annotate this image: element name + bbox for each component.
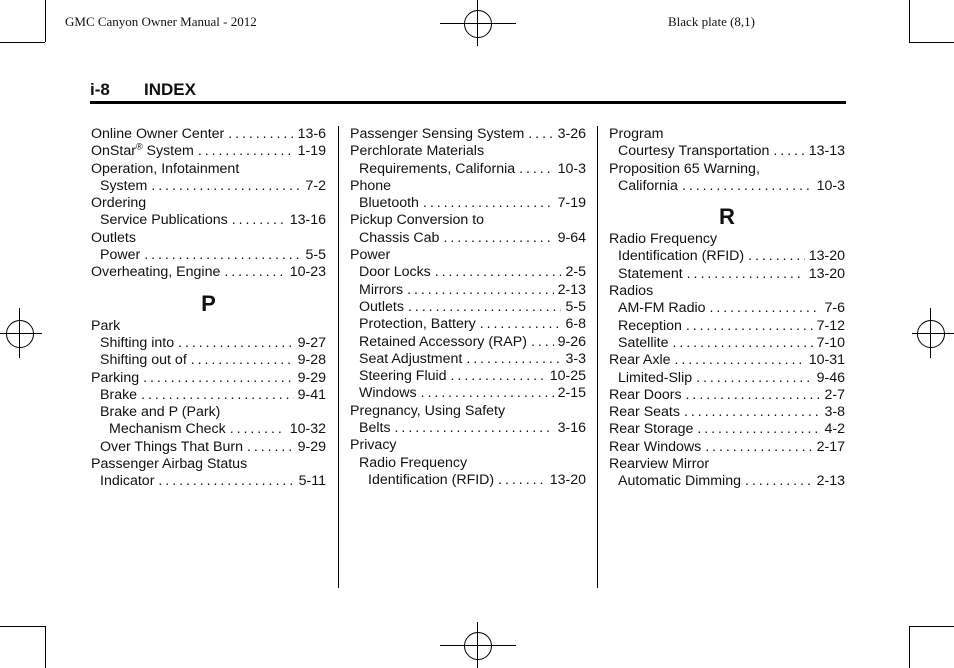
dot-leader [141, 387, 294, 404]
index-heading: Brake and P (Park) [100, 404, 221, 421]
page-reference: 5-5 [565, 298, 586, 315]
page-reference: 5-5 [305, 247, 326, 264]
page-reference: 9-26 [557, 333, 586, 350]
entry-term: Rear Storage [609, 421, 694, 438]
dot-leader [451, 368, 546, 385]
entry-term: Passenger Sensing System [350, 126, 525, 142]
page-reference: 1-19 [297, 143, 326, 160]
dot-leader [697, 421, 820, 438]
page-reference: 13-20 [808, 265, 845, 282]
heading-rule [90, 101, 846, 104]
dot-leader [696, 370, 812, 387]
dot-leader [423, 195, 554, 212]
dot-leader [672, 335, 812, 352]
index-entry [609, 248, 845, 265]
dot-leader [198, 143, 294, 160]
entry-term: Online Owner Center [91, 126, 225, 142]
entry-term: Rear Windows [609, 438, 702, 455]
column-divider [338, 126, 339, 588]
index-heading: Privacy [350, 437, 397, 454]
page-reference: 3-26 [557, 126, 586, 142]
index-entry [350, 472, 586, 489]
registered-mark: ® [135, 141, 143, 152]
index-entry [91, 439, 326, 456]
dot-leader [682, 178, 813, 195]
entry-term: Rear Seats [609, 404, 680, 421]
page-reference: 13-20 [549, 471, 586, 488]
index-entry [350, 230, 586, 247]
dot-leader [675, 352, 805, 369]
index-entry [609, 387, 845, 404]
entry-term: Shifting into [100, 334, 175, 351]
index-entry [609, 266, 845, 283]
dot-leader [710, 300, 821, 317]
dot-leader [158, 473, 294, 490]
page-reference: 6-8 [565, 316, 586, 333]
index-column-3 [609, 126, 845, 491]
index-entry [350, 161, 586, 178]
entry-term: Limited-Slip [618, 369, 693, 386]
dot-leader [528, 126, 553, 143]
entry-term: Rear Axle [609, 352, 671, 369]
page-reference: 7-2 [305, 177, 326, 194]
index-entry [609, 421, 845, 438]
plate-label: Black plate (8,1) [668, 14, 755, 29]
entry-term: Mirrors [359, 281, 404, 298]
page-reference: 7-12 [816, 317, 845, 334]
page-reference: 10-23 [289, 264, 326, 281]
dot-leader [395, 420, 554, 437]
page-reference: 2-13 [557, 281, 586, 298]
page-reference: 9-28 [297, 352, 326, 369]
index-entry [609, 404, 845, 421]
entry-term: Reception [618, 317, 682, 334]
index-heading: Pickup Conversion to [350, 212, 485, 229]
section-heading [90, 80, 846, 102]
dot-leader [178, 335, 293, 352]
index-entry [609, 473, 845, 490]
index-entry [91, 352, 326, 369]
entry-term: Seat Adjustment [359, 350, 463, 367]
index-entry [609, 439, 845, 456]
page-reference: 2-5 [565, 264, 586, 281]
page-reference: 3-3 [565, 350, 586, 367]
page-reference: 2-13 [816, 473, 845, 490]
index-entry [350, 264, 586, 281]
index-heading: Outlets [91, 229, 136, 246]
manual-title: GMC Canyon Owner Manual - 2012 [65, 14, 257, 29]
page-reference: 10-3 [816, 177, 845, 194]
section-title: INDEX [144, 80, 196, 99]
page-number: i-8 [90, 80, 110, 99]
entry-term: Identification (RFID) [368, 471, 495, 488]
dot-leader [408, 299, 562, 316]
index-entry [609, 300, 845, 317]
index-entry [350, 420, 586, 437]
index-heading: Radios [609, 283, 654, 300]
dot-leader [232, 212, 286, 229]
entry-term: Overheating, Engine [91, 264, 221, 281]
entry-term: Automatic Dimming [618, 473, 741, 490]
entry-term [91, 143, 194, 160]
dot-leader [228, 126, 293, 143]
index-entry [91, 473, 326, 490]
dot-leader [748, 248, 805, 265]
dot-leader [224, 264, 285, 281]
entry-term: Retained Accessory (RAP) [359, 333, 527, 350]
dot-leader [684, 404, 821, 421]
index-heading: Passenger Airbag Status [91, 456, 248, 473]
page-reference: 2-17 [816, 438, 845, 455]
index-heading: Proposition 65 Warning, [609, 160, 760, 177]
dot-leader [247, 439, 294, 456]
entry-term: Statement [618, 265, 683, 282]
entry-term-text: OnStar [91, 143, 136, 160]
entry-term: Over Things That Burn [100, 438, 243, 455]
entry-term: Mechanism Check [109, 421, 226, 438]
dot-leader [144, 247, 301, 264]
dot-leader [191, 352, 294, 369]
page-reference: 13-6 [297, 126, 326, 142]
dot-leader [686, 318, 813, 335]
entry-term: Power [100, 247, 141, 264]
index-heading: Power [350, 247, 391, 264]
index-entry [609, 352, 845, 369]
entry-term-rest: System [142, 143, 194, 160]
page-reference: 3-8 [824, 404, 845, 421]
index-entry [91, 178, 326, 195]
index-entry [350, 316, 586, 333]
index-entry [91, 247, 326, 264]
page-reference: 13-16 [289, 212, 326, 229]
index-heading: Program [609, 126, 664, 142]
column-divider [597, 126, 598, 588]
index-heading: Ordering [91, 195, 147, 212]
entry-term: Windows [359, 385, 417, 402]
index-entry [609, 143, 845, 160]
index-entry [91, 335, 326, 352]
entry-term: Door Locks [359, 264, 431, 281]
index-entry [350, 195, 586, 212]
dot-leader [407, 282, 553, 299]
index-heading: Radio Frequency [609, 231, 718, 248]
index-entry [91, 143, 326, 160]
page-reference: 5-11 [298, 473, 326, 490]
dot-leader [773, 143, 804, 160]
dot-leader [519, 161, 553, 178]
index-entry [609, 335, 845, 352]
page-reference: 7-10 [816, 334, 845, 351]
index-entry [91, 126, 326, 143]
index-entry [350, 385, 586, 402]
dot-leader [531, 334, 554, 351]
index-heading: Phone [350, 177, 392, 194]
index-entry [609, 370, 845, 387]
index-entry [91, 387, 326, 404]
dot-leader [421, 385, 554, 402]
entry-term: Shifting out of [100, 352, 187, 369]
index-letter-heading: R [719, 204, 735, 230]
dot-leader [443, 230, 553, 247]
entry-term: Bluetooth [359, 195, 419, 212]
index-entry [350, 368, 586, 385]
page-reference: 9-46 [816, 369, 845, 386]
page-reference: 13-13 [808, 143, 845, 160]
entry-term: Steering Fluid [359, 368, 447, 385]
dot-leader [435, 264, 562, 281]
index-entry [91, 421, 326, 438]
index-entry [350, 299, 586, 316]
entry-term: Courtesy Transportation [618, 143, 770, 160]
dot-leader [480, 316, 562, 333]
entry-term: Requirements, California [359, 160, 516, 177]
page-reference: 9-41 [297, 386, 326, 403]
index-column-1 [91, 126, 326, 491]
dot-leader [687, 266, 805, 283]
entry-term: Rear Doors [609, 386, 682, 403]
entry-term: California [618, 177, 678, 194]
entry-term: Satellite [618, 334, 669, 351]
index-entry [609, 318, 845, 335]
page-reference: 9-29 [297, 438, 326, 455]
page-reference: 10-3 [557, 160, 586, 177]
index-letter-heading: P [201, 290, 216, 316]
entry-term: Protection, Battery [359, 316, 476, 333]
index-entry [350, 351, 586, 368]
page-reference: 2-7 [824, 386, 845, 403]
entry-term: Indicator [100, 473, 155, 490]
entry-term: AM-FM Radio [618, 300, 706, 317]
index-entry [350, 334, 586, 351]
page-reference: 4-2 [824, 421, 845, 438]
index-entry [91, 264, 326, 281]
entry-term: Outlets [359, 298, 404, 315]
index-entry [350, 282, 586, 299]
entry-term: Chassis Cab [359, 229, 440, 246]
index-heading: Pregnancy, Using Safety [350, 402, 506, 419]
index-entry [91, 212, 326, 229]
dot-leader [230, 421, 286, 438]
index-entry [91, 370, 326, 387]
dot-leader [143, 370, 293, 387]
index-entry [609, 178, 845, 195]
dot-leader [498, 472, 546, 489]
page-reference: 10-25 [549, 368, 586, 385]
entry-term: Service Publications [100, 212, 228, 229]
index-heading: Perchlorate Materials [350, 143, 485, 160]
page-reference: 10-32 [289, 421, 326, 438]
dot-leader [151, 178, 301, 195]
page-reference: 9-64 [557, 229, 586, 246]
dot-leader [745, 473, 813, 490]
page-reference: 10-31 [808, 352, 845, 369]
page-reference: 9-27 [297, 334, 326, 351]
entry-term: Brake [100, 386, 138, 403]
entry-term: Belts [359, 420, 391, 437]
page-reference: 13-20 [808, 248, 845, 265]
page-reference: 7-19 [557, 195, 586, 212]
page-reference: 7-6 [824, 300, 845, 317]
page-reference: 3-16 [557, 420, 586, 437]
index-column-2 [350, 126, 586, 489]
index-heading: Park [91, 317, 121, 334]
index-heading: Operation, Infotainment [91, 160, 240, 177]
entry-term: Parking [91, 369, 140, 386]
page-reference: 2-15 [557, 385, 586, 402]
dot-leader [686, 387, 821, 404]
index-heading: Rearview Mirror [609, 456, 710, 473]
index-heading: Radio Frequency [359, 454, 468, 471]
entry-term: Identification (RFID) [618, 248, 745, 265]
entry-term: System [100, 177, 148, 194]
dot-leader [466, 351, 561, 368]
index-entry [350, 126, 586, 143]
page-reference: 9-29 [297, 369, 326, 386]
dot-leader [705, 439, 812, 456]
